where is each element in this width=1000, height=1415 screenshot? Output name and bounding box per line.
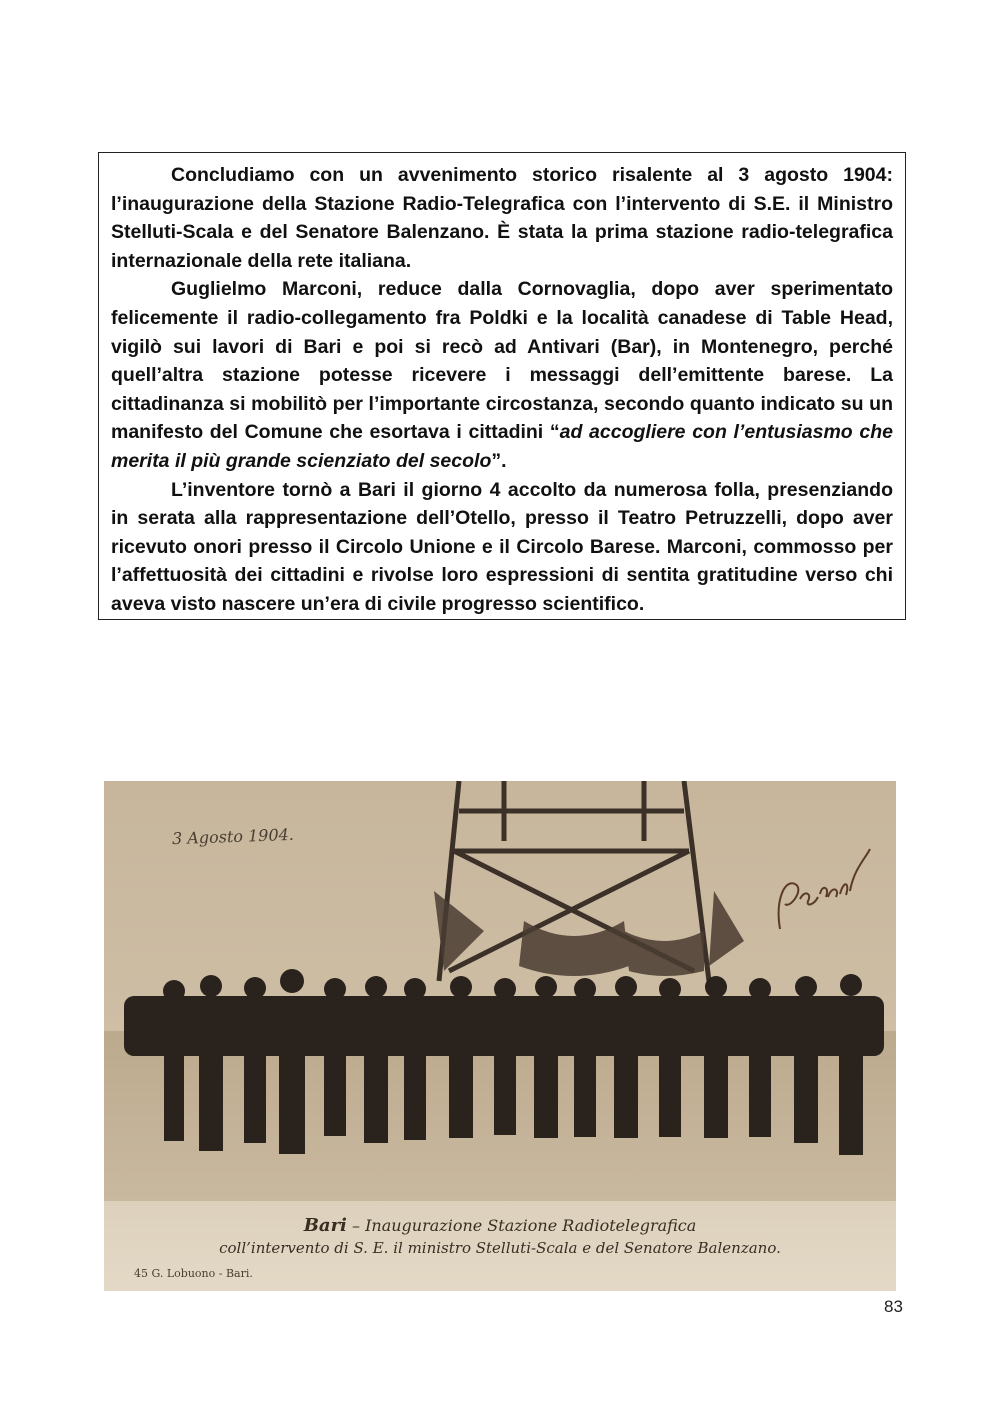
page-number: 83 [884, 1297, 903, 1316]
handwritten-date: 3 Agosto 1904. [171, 824, 295, 849]
caption-place: Bari [303, 1215, 347, 1236]
historic-postcard [104, 781, 896, 1291]
caption-line-1 [104, 1215, 896, 1236]
paragraph-2 [111, 275, 893, 475]
paragraph-2-quote: ad accogliere con l’entusiasmo che merita il più grande scienziato del secolo [111, 421, 893, 472]
caption-line-1-rest: – Inaugurazione Stazione Radiotelegrafica [346, 1216, 697, 1235]
paragraph-1: Concludiamo con un avvenimento storico risalente al 3 agosto 1904: l’inaugurazione della Stazione Radio-Telegrafica con l’intervento di S.E. il Ministro Stelluti-Scala e del Senatore Balenzano. È stata la prima stazione radio-telegrafica internazionale della rete italiana. [111, 164, 893, 272]
paragraph-2-end: ”. [491, 449, 507, 472]
text-box [98, 152, 906, 620]
caption-line-2: coll’intervento di S. E. il ministro Stelluti-Scala e del Senatore Balenzano. [219, 1239, 781, 1257]
paragraph-3: L’inventore tornò a Bari il giorno 4 accolto da numerosa folla, presenziando in serata alla rappresentazione dell’Otello, presso il Teatro Petruzzelli, dopo aver ricevuto onori presso il Circolo Unione e il Circolo Barese. Marconi, commosso per l’affettuosità dei cittadini e rivolse loro espressioni di sentita gratitudine verso chi aveva visto nascere un’era di civile progresso scientifico. [111, 478, 893, 615]
postcard-caption [104, 1201, 896, 1291]
paragraph-2-text: Guglielmo Marconi, reduce dalla Cornovaglia, dopo aver sperimentato felicemente il radio-collegamento fra Poldki e la località canadese di Table Head, vigilò sui lavori di Bari e poi si recò ad Antivari (Bar), in Montenegro, perché quell’altra stazione potesse ricevere i messaggi dell’emittente barese. La cittadinanza si mobilitò per l’importante circostanza, secondo quanto indicato su un manifesto del Comune che esortava i cittadini “ [111, 278, 893, 444]
publisher-label: 45 G. Lobuono - Bari. [134, 1267, 253, 1280]
handwritten-signature-icon [770, 839, 880, 939]
